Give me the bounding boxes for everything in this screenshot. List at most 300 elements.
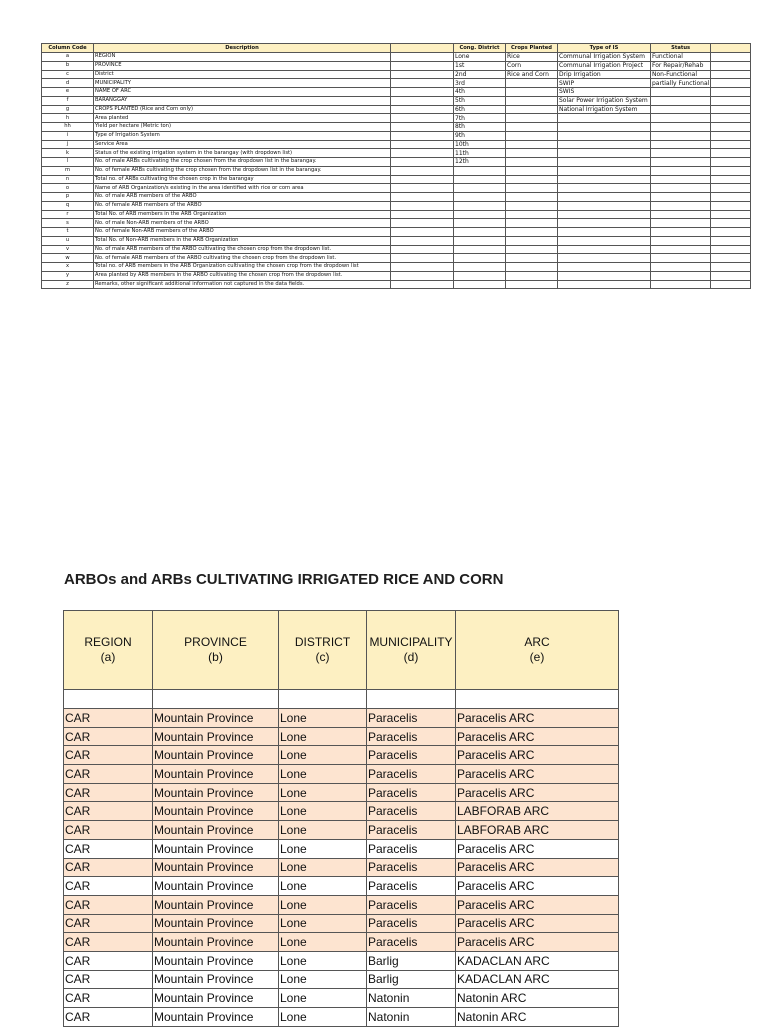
column-description: Service Area [94, 140, 391, 149]
region-cell: CAR [64, 951, 153, 970]
arc-cell: Paracelis ARC [456, 933, 619, 952]
column-code: m [42, 166, 94, 175]
legend-empty-cell [391, 114, 454, 123]
district-option: 5th [454, 96, 506, 105]
legend-row [42, 193, 751, 202]
legend-empty-cell [454, 254, 506, 263]
legend-header-row [42, 44, 751, 53]
legend-empty-cell [454, 166, 506, 175]
legend-empty-cell [391, 228, 454, 237]
legend-empty-cell [711, 193, 751, 202]
column-description: No. of female ARB members of the ARBO cultivating the chosen crop from the dropdown list. [94, 254, 391, 263]
legend-empty-cell [651, 245, 711, 254]
legend-empty-cell [506, 263, 558, 272]
region-cell: CAR [64, 858, 153, 877]
district-option: 1st [454, 61, 506, 70]
legend-header-cell: Description [94, 44, 391, 53]
legend-empty-cell [558, 219, 651, 228]
column-header-row [64, 611, 619, 690]
legend-empty-cell [651, 175, 711, 184]
legend-empty-cell [454, 184, 506, 193]
legend-row [42, 114, 751, 123]
municipality-cell: Paracelis [367, 709, 456, 728]
legend-empty-cell [558, 271, 651, 280]
legend-empty-cell [651, 271, 711, 280]
legend-empty-cell [711, 245, 751, 254]
crop-option: Corn [506, 61, 558, 70]
district-option: 10th [454, 140, 506, 149]
legend-empty-cell [506, 193, 558, 202]
legend-empty-cell [651, 228, 711, 237]
legend-empty-cell [558, 201, 651, 210]
legend-empty-cell [711, 79, 751, 88]
legend-empty-cell [711, 175, 751, 184]
sheet-title: ARBOs and ARBs CULTIVATING IRRIGATED RICE AND CORN [64, 571, 504, 588]
legend-empty-cell [506, 280, 558, 289]
legend-empty-cell [506, 96, 558, 105]
empty-cell [456, 690, 619, 709]
legend-empty-cell [454, 271, 506, 280]
legend-empty-cell [558, 254, 651, 263]
arc-cell: Paracelis ARC [456, 858, 619, 877]
legend-empty-cell [454, 280, 506, 289]
irrigation-type-option: SWIP [558, 79, 651, 88]
table-row [64, 970, 619, 989]
legend-empty-cell [711, 88, 751, 97]
column-description: Remarks, other significant additional information not captured in the data fields. [94, 280, 391, 289]
column-header-district [279, 611, 367, 690]
arc-cell: Paracelis ARC [456, 765, 619, 784]
legend-empty-cell [391, 140, 454, 149]
legend-empty-cell [391, 271, 454, 280]
legend-empty-cell [391, 53, 454, 62]
legend-empty-cell [391, 175, 454, 184]
legend-empty-cell [391, 184, 454, 193]
status-option: Functional [651, 53, 711, 62]
legend-empty-cell [506, 79, 558, 88]
legend-empty-cell [558, 210, 651, 219]
district-cell: Lone [279, 746, 367, 765]
legend-row [42, 271, 751, 280]
legend-empty-cell [651, 88, 711, 97]
table-row [64, 727, 619, 746]
province-cell: Mountain Province [153, 839, 279, 858]
legend-empty-cell [454, 210, 506, 219]
region-cell: CAR [64, 783, 153, 802]
legend-empty-cell [454, 228, 506, 237]
legend-header-cell: Column Code [42, 44, 94, 53]
legend-row [42, 263, 751, 272]
column-code: t [42, 228, 94, 237]
empty-cell [367, 690, 456, 709]
legend-empty-cell [558, 175, 651, 184]
district-cell: Lone [279, 914, 367, 933]
legend-empty-cell [506, 245, 558, 254]
legend-empty-cell [651, 96, 711, 105]
municipality-cell: Paracelis [367, 802, 456, 821]
legend-empty-cell [391, 166, 454, 175]
column-description: CROPS PLANTED (Rice and Corn only) [94, 105, 391, 114]
column-code: u [42, 236, 94, 245]
column-code: hh [42, 123, 94, 132]
region-cell: CAR [64, 970, 153, 989]
legend-empty-cell [391, 219, 454, 228]
column-code: c [42, 70, 94, 79]
legend-empty-cell [711, 149, 751, 158]
legend-row [42, 140, 751, 149]
province-cell: Mountain Province [153, 783, 279, 802]
legend-empty-cell [711, 201, 751, 210]
column-header-label: REGION [84, 635, 132, 649]
column-description: BARANGGAY [94, 96, 391, 105]
column-description: No. of female ARB members of the ARBO [94, 201, 391, 210]
arc-cell: Natonin ARC [456, 1008, 619, 1027]
legend-empty-cell [558, 158, 651, 167]
column-code: g [42, 105, 94, 114]
legend-empty-cell [711, 228, 751, 237]
legend-empty-cell [454, 175, 506, 184]
district-cell: Lone [279, 858, 367, 877]
column-description: Status of the existing irrigation system in the barangay (with dropdown list) [94, 149, 391, 158]
legend-empty-cell [506, 131, 558, 140]
region-cell: CAR [64, 877, 153, 896]
table-row [64, 914, 619, 933]
legend-row [42, 201, 751, 210]
district-cell: Lone [279, 727, 367, 746]
legend-row [42, 131, 751, 140]
legend-header-cell: Crops Planted [506, 44, 558, 53]
region-cell: CAR [64, 933, 153, 952]
legend-empty-cell [651, 184, 711, 193]
legend-empty-cell [506, 254, 558, 263]
legend-empty-cell [506, 149, 558, 158]
arc-cell: Paracelis ARC [456, 877, 619, 896]
district-option: 12th [454, 158, 506, 167]
column-code: i [42, 131, 94, 140]
municipality-cell: Paracelis [367, 895, 456, 914]
province-cell: Mountain Province [153, 727, 279, 746]
legend-empty-cell [651, 210, 711, 219]
legend-row [42, 210, 751, 219]
column-description: No. of female Non-ARB members of the ARBO [94, 228, 391, 237]
status-option: partially Functional [652, 79, 710, 87]
region-cell: CAR [64, 1008, 153, 1027]
legend-empty-cell [651, 219, 711, 228]
district-cell: Lone [279, 951, 367, 970]
legend-empty-cell [506, 123, 558, 132]
legend-empty-cell [506, 219, 558, 228]
legend-row [42, 123, 751, 132]
municipality-cell: Paracelis [367, 914, 456, 933]
province-cell: Mountain Province [153, 914, 279, 933]
table-row [64, 951, 619, 970]
legend-empty-cell [711, 254, 751, 263]
province-cell: Mountain Province [153, 970, 279, 989]
legend-empty-cell [711, 280, 751, 289]
table-row [64, 933, 619, 952]
legend-empty-cell [651, 123, 711, 132]
legend-row [42, 166, 751, 175]
legend-empty-cell [558, 184, 651, 193]
legend-row [42, 105, 751, 114]
legend-empty-cell [391, 79, 454, 88]
table-row [64, 839, 619, 858]
municipality-cell: Paracelis [367, 821, 456, 840]
legend-empty-cell [454, 201, 506, 210]
status-option: For Repair/Rehab [651, 61, 711, 70]
legend-empty-cell [454, 263, 506, 272]
column-code: f [42, 96, 94, 105]
district-cell: Lone [279, 970, 367, 989]
column-description: NAME OF ARC [94, 88, 391, 97]
legend-empty-cell [651, 263, 711, 272]
district-cell: Lone [279, 783, 367, 802]
municipality-cell: Paracelis [367, 933, 456, 952]
municipality-cell: Barlig [367, 951, 456, 970]
arc-cell: Paracelis ARC [456, 746, 619, 765]
legend-row [42, 158, 751, 167]
legend-empty-cell [711, 263, 751, 272]
legend-empty-cell [506, 184, 558, 193]
legend-empty-cell [391, 61, 454, 70]
column-header-label: MUNICIPALITY [369, 635, 453, 649]
column-description: Name of ARB Organization/s existing in the area identified with rice or corn area [94, 184, 391, 193]
column-description: Total No. of ARB members in the ARB Organization [94, 210, 391, 219]
column-code: a [42, 53, 94, 62]
province-cell: Mountain Province [153, 951, 279, 970]
legend-empty-cell [558, 131, 651, 140]
district-option: 7th [454, 114, 506, 123]
region-cell: CAR [64, 765, 153, 784]
column-legend-table [41, 43, 751, 289]
legend-empty-cell [651, 158, 711, 167]
region-cell: CAR [64, 709, 153, 728]
column-code: z [42, 280, 94, 289]
irrigation-type-option: Solar Power Irrigation System [558, 96, 651, 105]
province-cell: Mountain Province [153, 933, 279, 952]
arbo-data-table [63, 610, 619, 1027]
district-cell: Lone [279, 895, 367, 914]
column-code: e [42, 88, 94, 97]
legend-empty-cell [391, 201, 454, 210]
legend-empty-cell [558, 236, 651, 245]
district-cell: Lone [279, 933, 367, 952]
column-header-code: (b) [208, 650, 223, 664]
legend-empty-cell [711, 140, 751, 149]
legend-empty-cell [391, 88, 454, 97]
column-code: s [42, 219, 94, 228]
column-code: j [42, 140, 94, 149]
legend-empty-cell [558, 245, 651, 254]
legend-empty-cell [506, 210, 558, 219]
column-header-region [64, 611, 153, 690]
municipality-cell: Paracelis [367, 858, 456, 877]
province-cell: Mountain Province [153, 765, 279, 784]
arc-cell: Paracelis ARC [456, 895, 619, 914]
legend-empty-cell [454, 245, 506, 254]
column-description: No. of male ARB members of the ARBO cultivating the chosen crop from the dropdown list. [94, 245, 391, 254]
legend-empty-cell [558, 263, 651, 272]
column-description: PROVINCE [94, 61, 391, 70]
municipality-cell: Barlig [367, 970, 456, 989]
legend-empty-cell [391, 263, 454, 272]
legend-row [42, 175, 751, 184]
legend-header-cell: Cong. District [454, 44, 506, 53]
legend-empty-cell [651, 254, 711, 263]
column-code: q [42, 201, 94, 210]
district-cell: Lone [279, 839, 367, 858]
province-cell: Mountain Province [153, 802, 279, 821]
table-row [64, 709, 619, 728]
region-cell: CAR [64, 746, 153, 765]
legend-empty-cell [506, 140, 558, 149]
legend-empty-cell [506, 114, 558, 123]
legend-empty-cell [391, 123, 454, 132]
district-option: 9th [454, 131, 506, 140]
legend-empty-cell [558, 280, 651, 289]
column-description: Total No. of Non-ARB members in the ARB Organization [94, 236, 391, 245]
table-row [64, 821, 619, 840]
legend-empty-cell [558, 193, 651, 202]
province-cell: Mountain Province [153, 989, 279, 1008]
arc-cell: Paracelis ARC [456, 839, 619, 858]
column-header-code: (a) [100, 650, 116, 664]
legend-empty-cell [711, 123, 751, 132]
municipality-cell: Paracelis [367, 746, 456, 765]
column-code: h [42, 114, 94, 123]
arc-cell: Natonin ARC [456, 989, 619, 1008]
legend-empty-cell [711, 131, 751, 140]
legend-header-cell: Status [651, 44, 711, 53]
legend-row [42, 219, 751, 228]
region-cell: CAR [64, 802, 153, 821]
district-cell: Lone [279, 765, 367, 784]
legend-row [42, 184, 751, 193]
legend-empty-cell [711, 114, 751, 123]
legend-empty-cell [391, 236, 454, 245]
legend-header-cell [711, 44, 751, 53]
district-cell: Lone [279, 989, 367, 1008]
irrigation-type-option: National Irrigation System [558, 105, 651, 114]
legend-empty-cell [711, 53, 751, 62]
legend-empty-cell [391, 96, 454, 105]
column-description: Total no. of ARBs cultivating the chosen crop in the barangay [94, 175, 391, 184]
municipality-cell: Natonin [367, 989, 456, 1008]
legend-row [42, 79, 751, 88]
column-description: MUNICIPALITY [94, 79, 391, 88]
province-cell: Mountain Province [153, 1008, 279, 1027]
column-code: l [42, 158, 94, 167]
legend-header-cell [391, 44, 454, 53]
table-row [64, 765, 619, 784]
legend-row [42, 228, 751, 237]
column-header-code: (c) [315, 650, 330, 664]
column-code: n [42, 175, 94, 184]
blank-row [64, 690, 619, 709]
table-row [64, 1008, 619, 1027]
column-description: Area planted [94, 114, 391, 123]
column-description: No. of male ARBs cultivating the crop chosen from the dropdown list in the barangay. [94, 158, 391, 167]
legend-row [42, 149, 751, 158]
legend-empty-cell [651, 166, 711, 175]
legend-empty-cell [391, 131, 454, 140]
crop-option: Rice [506, 53, 558, 62]
table-row [64, 895, 619, 914]
legend-empty-cell [391, 210, 454, 219]
legend-empty-cell [711, 219, 751, 228]
legend-empty-cell [711, 105, 751, 114]
legend-empty-cell [506, 88, 558, 97]
column-description: REGION [94, 53, 391, 62]
legend-empty-cell [711, 210, 751, 219]
municipality-cell: Natonin [367, 1008, 456, 1027]
column-description: Area planted by ARB members in the ARBO cultivating the chosen crop from the dropdown list. [94, 271, 391, 280]
column-description: No. of male Non-ARB members of the ARBO [94, 219, 391, 228]
legend-empty-cell [558, 166, 651, 175]
district-cell: Lone [279, 1008, 367, 1027]
legend-row [42, 245, 751, 254]
column-code: y [42, 271, 94, 280]
column-header-province [153, 611, 279, 690]
legend-empty-cell [651, 105, 711, 114]
district-option: 8th [454, 123, 506, 132]
column-description: Type of Irrigation System [94, 131, 391, 140]
irrigation-type-option: Drip Irrigation [558, 70, 651, 79]
legend-empty-cell [651, 201, 711, 210]
legend-row [42, 280, 751, 289]
legend-empty-cell [651, 140, 711, 149]
column-code: k [42, 149, 94, 158]
column-code: w [42, 254, 94, 263]
region-cell: CAR [64, 821, 153, 840]
municipality-cell: Paracelis [367, 877, 456, 896]
legend-empty-cell [711, 184, 751, 193]
district-cell: Lone [279, 821, 367, 840]
column-header-code: (d) [403, 650, 419, 664]
column-code: b [42, 61, 94, 70]
municipality-cell: Paracelis [367, 727, 456, 746]
legend-empty-cell [711, 158, 751, 167]
legend-empty-cell [506, 175, 558, 184]
arc-cell: Paracelis ARC [456, 914, 619, 933]
legend-empty-cell [651, 236, 711, 245]
arc-cell: Paracelis ARC [456, 727, 619, 746]
legend-row [42, 96, 751, 105]
district-option: Lone [454, 53, 506, 62]
legend-empty-cell [506, 166, 558, 175]
legend-empty-cell [454, 236, 506, 245]
legend-empty-cell [391, 158, 454, 167]
province-cell: Mountain Province [153, 877, 279, 896]
column-description: Total no. of ARB members in the ARB Organization cultivating the chosen crop from the dropdown list [94, 263, 391, 272]
district-cell: Lone [279, 802, 367, 821]
legend-empty-cell [651, 131, 711, 140]
column-code: d [42, 79, 94, 88]
column-description: District [94, 70, 391, 79]
legend-empty-cell [506, 271, 558, 280]
region-cell: CAR [64, 914, 153, 933]
table-row [64, 877, 619, 896]
irrigation-type-option: Communal Irrigation Project [558, 61, 651, 70]
legend-empty-cell [506, 158, 558, 167]
legend-empty-cell [651, 280, 711, 289]
legend-empty-cell [391, 280, 454, 289]
district-cell: Lone [279, 877, 367, 896]
legend-empty-cell [558, 149, 651, 158]
legend-empty-cell [506, 105, 558, 114]
region-cell: CAR [64, 839, 153, 858]
district-cell: Lone [279, 709, 367, 728]
